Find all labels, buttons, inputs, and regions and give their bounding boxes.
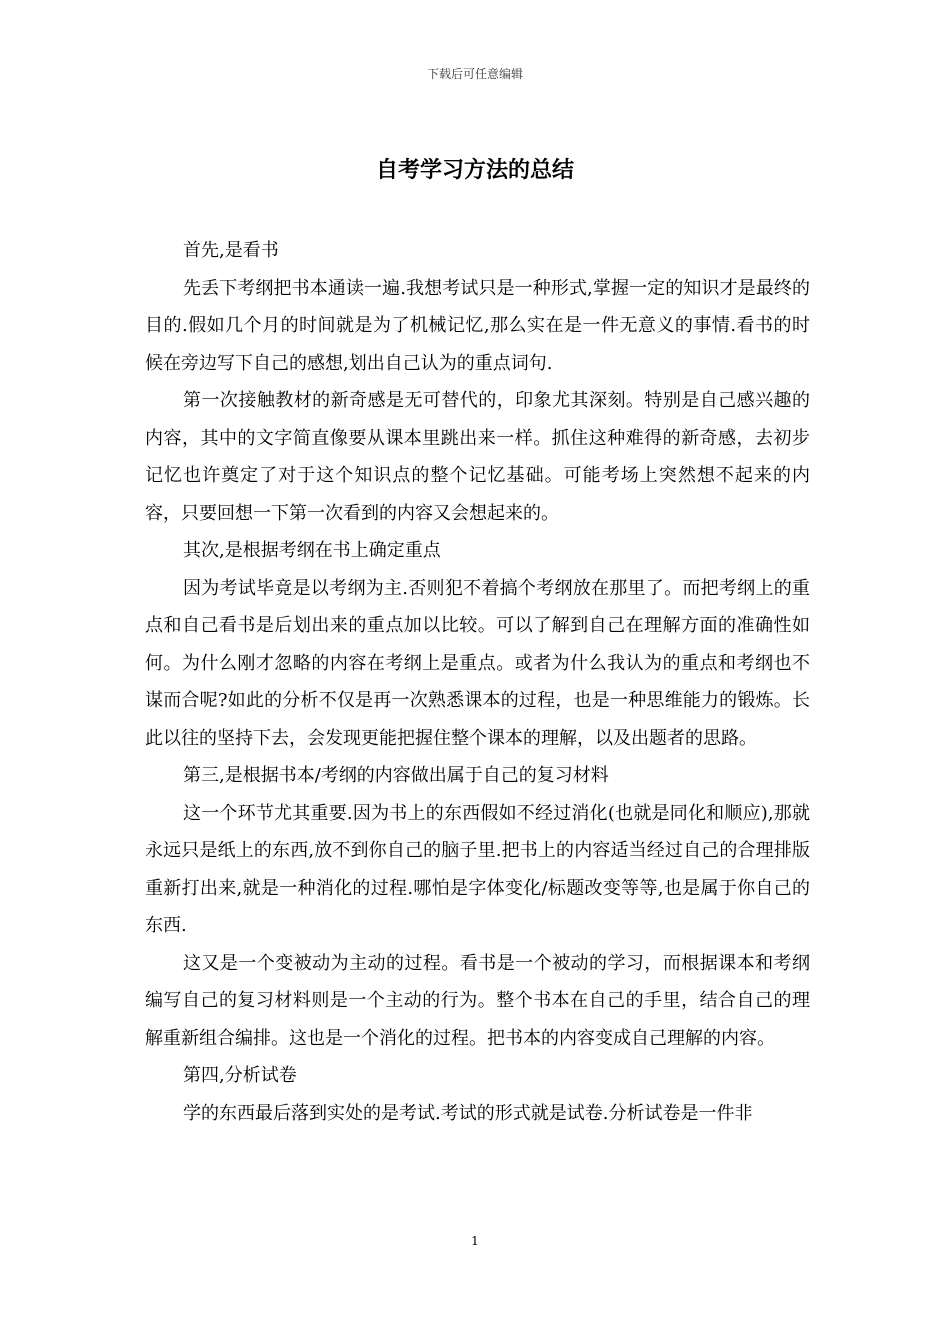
paragraph: 这又是一个变被动为主动的过程。看书是一个被动的学习，而根据课本和考纲编写自己的复习材料则是一个主动的行为。整个书本在自己的手里，结合自己的理解重新组合编排。这也是一个消化的过程。把书本的内容变成自己理解的内容。 <box>145 952 810 1049</box>
paragraph: 这一个环节尤其重要.因为书上的东西假如不经过消化(也就是同化和顺应),那就永远只是纸上的东西,放不到你自己的脑子里.把书上的内容适当经过自己的合理排版重新打出来,就是一种消化的过程.哪怕是字体变化/标题改变等等,也是属于你自己的东西. <box>145 802 810 936</box>
header-note: 下载后可任意编辑 <box>426 67 523 81</box>
document-body <box>145 232 810 1132</box>
paragraph-heading-3: 第三,是根据书本/考纲的内容做出属于自己的复习材料 <box>183 765 609 786</box>
paragraph-heading-4: 第四,分析试卷 <box>183 1065 297 1086</box>
paragraph: 先丢下考纲把书本通读一遍.我想考试只是一种形式,掌握一定的知识才是最终的目的.假如几个月的时间就是为了机械记忆,那么实在是一件无意义的事情.看书的时候在旁边写下自己的感想,划出自己认为的重点词句. <box>145 277 810 374</box>
paragraph-heading-2: 其次,是根据考纲在书上确定重点 <box>183 540 441 561</box>
paragraph-heading-1: 首先,是看书 <box>183 240 279 261</box>
paragraph: 第一次接触教材的新奇感是无可替代的，印象尤其深刻。特别是自己感兴趣的内容，其中的文字简直像要从课本里跳出来一样。抓住这种难得的新奇感，去初步记忆也许奠定了对于这个知识点的整个记忆基础。可能考场上突然想不起来的内容，只要回想一下第一次看到的内容又会想起来的。 <box>145 390 810 524</box>
page-number: 1 <box>471 1234 479 1248</box>
paragraph: 学的东西最后落到实处的是考试.考试的形式就是试卷.分析试卷是一件非 <box>183 1102 753 1124</box>
document-title: 自考学习方法的总结 <box>375 157 574 183</box>
paragraph: 因为考试毕竟是以考纲为主.否则犯不着搞个考纲放在那里了。而把考纲上的重点和自己看书是后划出来的重点加以比较。可以了解到自己在理解方面的准确性如何。为什么刚才忽略的内容在考纲上是重点。或者为什么我认为的重点和考纲也不谋而合呢?如此的分析不仅是再一次熟悉课本的过程，也是一种思维能力的锻炼。长此以往的坚持下去，会发现更能把握住整个课本的理解，以及出题者的思路。 <box>145 577 810 749</box>
